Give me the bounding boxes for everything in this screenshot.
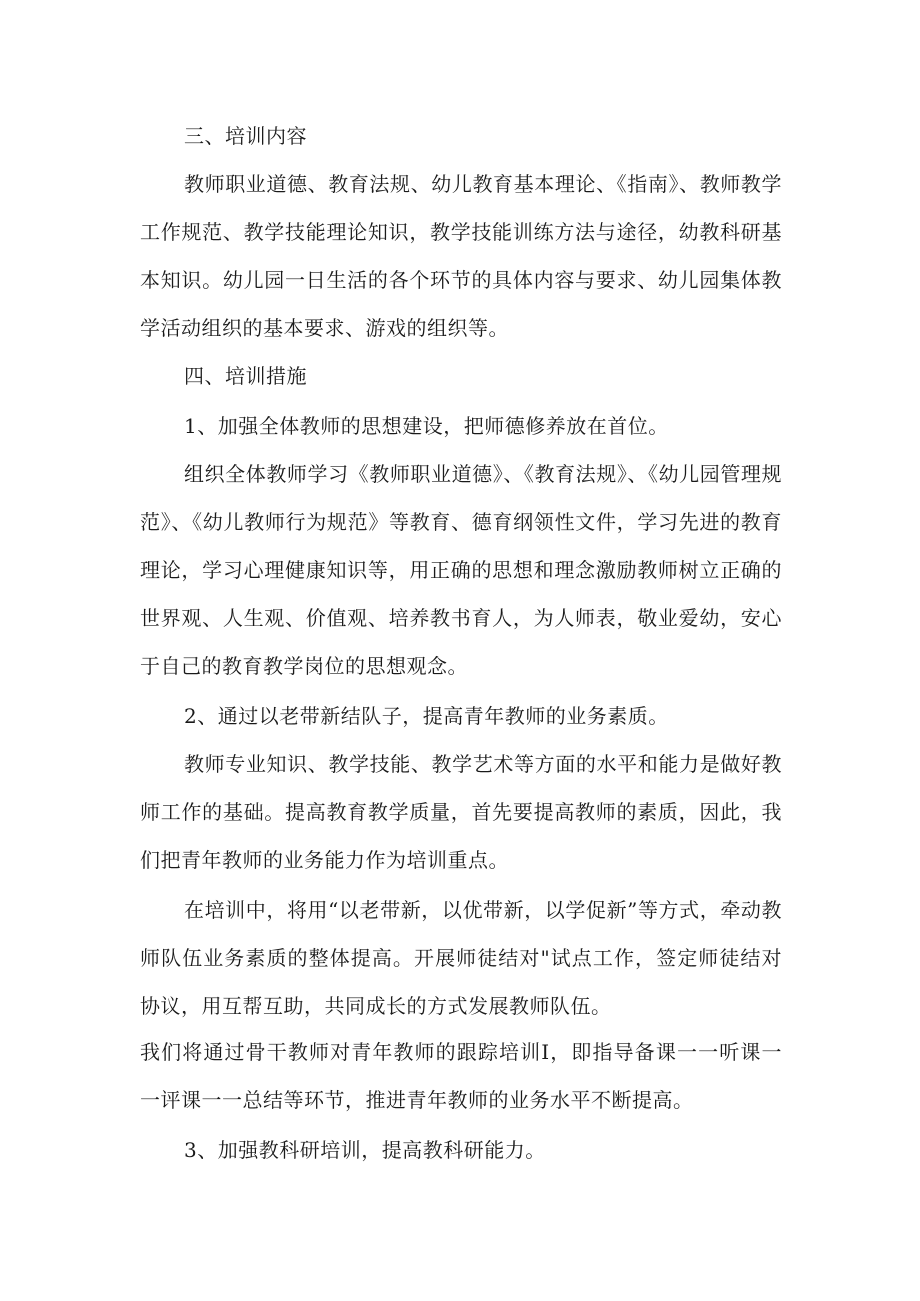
item-3-title: 3、加强教科研培训，提高教科研能力。 <box>184 1138 546 1162</box>
item-2-body-1: 教师专业知识、教学技能、教学艺术等方面的水平和能力是做好教师工作的基础。提高教育教学质量，首先要提高教师的素质，因此，我们把青年教师的业务能力作为培训重点。 <box>140 752 782 872</box>
item-1-body: 组织全体教师学习《教师职业道德》、《教育法规》、《幼儿园管理规范》、《幼儿教师行为规范》等教育、德育纲领性文件，学习先进的教育理论，学习心理健康知识等，用正确的思想和理念激励教师树立正确的世界观、人生观、价值观、培养教书育人，为人师表，敬业爱幼，安心于自己的教育教学岗位的思想观念。 <box>140 462 782 678</box>
section-4-heading: 四、培训措施 <box>184 364 307 388</box>
item-2-body-3: 我们将通过骨干教师对青年教师的跟踪培训I，即指导备课一一听课一一评课一一总结等环节，推进青年教师的业务水平不断提高。 <box>140 1040 782 1112</box>
section-3-heading: 三、培训内容 <box>184 124 307 148</box>
section-3-body: 教师职业道德、教育法规、幼儿教育基本理论、《指南》、教师教学工作规范、教学技能理论知识，教学技能训练方法与途径，幼教科研基本知识。幼儿园一日生活的各个环节的具体内容与要求、幼儿园集体教学活动组织的基本要求、游戏的组织等。 <box>140 172 782 340</box>
item-2-title: 2、通过以老带新结队子，提高青年教师的业务素质。 <box>184 704 669 728</box>
item-2-body-2: 在培训中，将用“以老带新，以优带新，以学促新”等方式，牵动教师队伍业务素质的整体提高。开展师徒结对"试点工作，签定师徒结对协议，用互帮互助，共同成长的方式发展教师队伍。 <box>140 898 782 1018</box>
item-1-title: 1、加强全体教师的思想建设，把师德修养放在首位。 <box>184 414 669 438</box>
